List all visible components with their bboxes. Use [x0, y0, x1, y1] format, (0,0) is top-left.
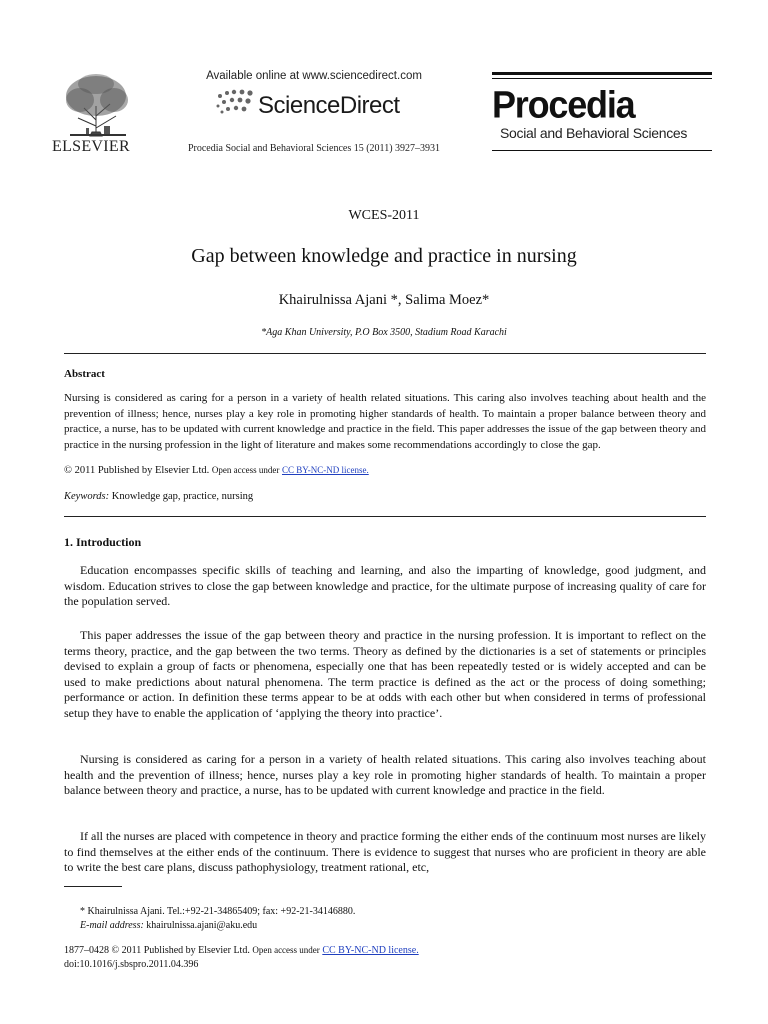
available-online-text: Available online at www.sciencedirect.com — [206, 70, 422, 82]
procedia-top-rule — [492, 72, 712, 75]
section-heading: 1. Introduction — [64, 535, 142, 549]
conference-name: WCES-2011 — [348, 208, 420, 223]
open-access-text: Open access under — [211, 465, 280, 475]
keywords-label: Keywords: — [64, 491, 110, 502]
footnote-rule — [64, 886, 122, 887]
issn-line — [64, 945, 419, 956]
journal-citation: Procedia Social and Behavioral Sciences 15 (2011) 3927–3931 — [187, 143, 441, 154]
abstract-body: Nursing is considered as caring for a person in a variety of health related situations. This caring also involves teaching about health and the prevention of illness; hence, nurses play a key role in promoting higher standards of health. To maintain a proper balance between theory and practice, a nurse, has to be updated with current knowledge and practice in the field. This paper addresses the issue of the gap between theory and practice in the nursing profession in the light of literature and makes some recommendations accordingly to close the gap. — [64, 392, 706, 451]
article-title: Gap between knowledge and practice in nursing — [191, 245, 577, 267]
sciencedirect-wordmark: ScienceDirect — [258, 92, 400, 119]
footnote-contact: * Khairulnissa Ajani. Tel.:+92-21-34865409; fax: +92-21-34146880. — [80, 906, 356, 917]
divider — [64, 353, 706, 354]
email-label: E-mail address: — [80, 920, 144, 931]
footnote-email — [80, 920, 257, 931]
sciencedirect-dots-icon — [214, 88, 262, 116]
paragraph: Education encompasses specific skills of teaching and learning, and also the imparting of knowledge, good judgment, and wisdom. Education strives to close the gap between knowledge and practice, for the ultimate purpose of increasing quality of care for the population served. — [64, 563, 706, 608]
abstract-copyright — [64, 465, 369, 476]
procedia-subtitle: Social and Behavioral Sciences — [500, 125, 688, 141]
email-address[interactable]: khairulnissa.ajani@aku.edu — [146, 920, 258, 931]
license-link[interactable]: CC BY-NC-ND license. — [281, 465, 369, 475]
issn-text: 1877–0428 © 2011 Published by Elsevier Ltd. — [64, 945, 250, 956]
keywords — [64, 491, 253, 502]
open-access-text: Open access under — [252, 945, 320, 955]
publisher-wordmark: ELSEVIER — [52, 138, 130, 155]
doi-line: doi:10.1016/j.sbspro.2011.04.396 — [64, 959, 199, 970]
article-authors: Khairulnissa Ajani *, Salima Moez* — [278, 292, 490, 308]
author-affiliation: *Aga Khan University, P.O Box 3500, Stadium Road Karachi — [261, 327, 507, 338]
abstract-heading: Abstract — [64, 368, 105, 380]
procedia-bottom-rule — [492, 150, 712, 151]
license-link[interactable]: CC BY-NC-ND license. — [322, 945, 419, 956]
divider — [64, 516, 706, 517]
paragraph: Nursing is considered as caring for a person in a variety of health related situations. This caring also involves teaching about health and the prevention of illness; hence, nurses play a key role in promoting higher standards of health. To maintain a proper balance between theory and practice, a nurse, has to be updated with current knowledge and practice in the field. — [64, 752, 706, 797]
paragraph: This paper addresses the issue of the gap between theory and practice in the nursing profession. It is important to reflect on the terms theory, practice, and the gap between the two terms. Theory as defined by the dictionaries is a set of statements or principles devised to explain a group of facts or phenomena, especially one that has been repeatedly tested or is widely accepted and can be used to make predictions about natural phenomena. The term practice is defined as the act or the process of doing something; performance or action. In definition these terms appear to be at odds with each other but when considered in terms of professional setup they have to enable the application of ‘applying the theory into practice’. — [64, 628, 706, 720]
paragraph: If all the nurses are placed with competence in theory and practice forming the either ends of the continuum most nurses are likely to find themselves at the either ends of the continuum. There is evidence to suggest that nurses who are proficient in theory are able to write the best care plans, discuss pathophysiology, treatment rational, etc, — [64, 829, 706, 874]
keywords-list: Knowledge gap, practice, nursing — [111, 491, 254, 502]
procedia-wordmark: Procedia — [492, 83, 635, 127]
procedia-thin-rule — [492, 78, 712, 79]
copyright-text: © 2011 Published by Elsevier Ltd. — [64, 465, 210, 476]
